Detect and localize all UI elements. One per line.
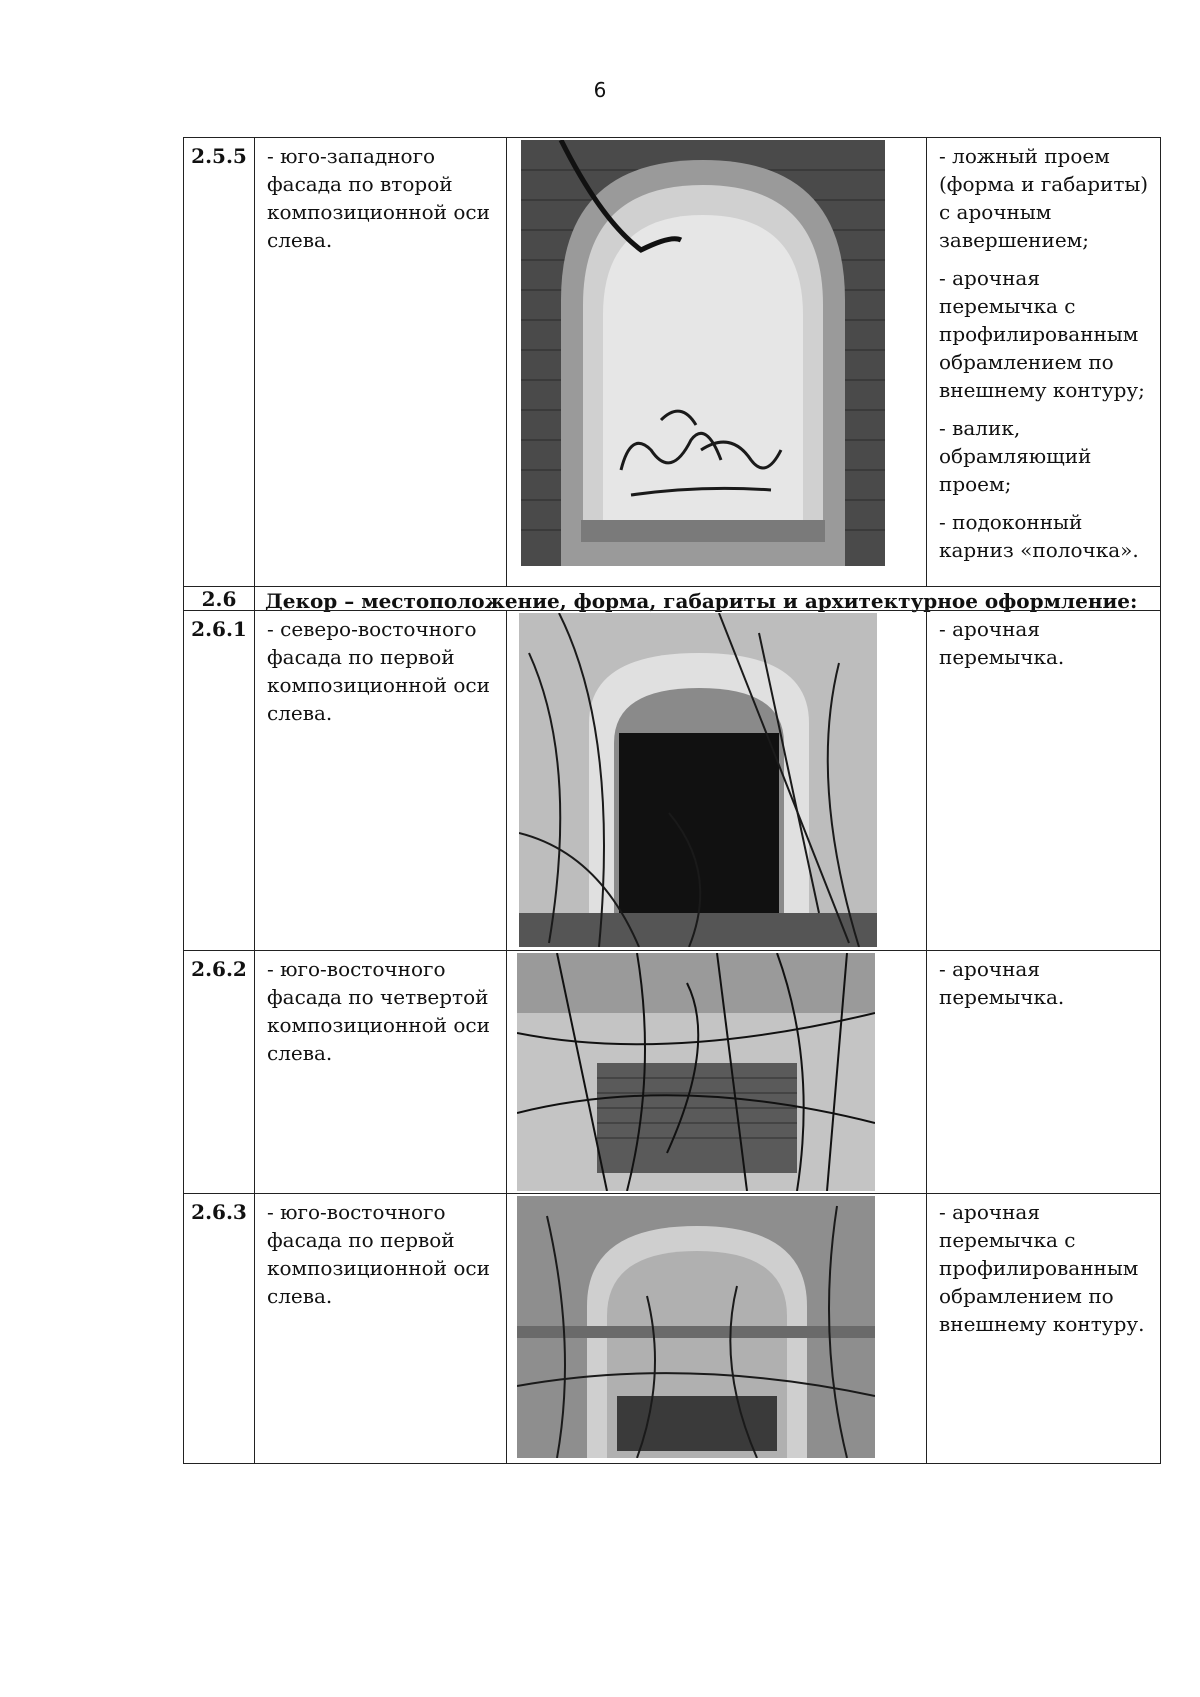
item: - подоконный карниз «полочка». — [939, 510, 1139, 562]
photo-window-dense-branches — [517, 953, 875, 1191]
row-number: 2.6.2 — [183, 951, 255, 1194]
section-title: Декор – местоположение, форма, габариты и архитектурное оформление: — [255, 587, 1161, 611]
table-row — [183, 610, 1161, 951]
row-number: 2.6.1 — [183, 611, 255, 951]
row-location: - юго-восточного фасада по четвертой композиционной оси слева. — [255, 951, 507, 1194]
row-items — [927, 951, 1161, 1194]
page-number: 6 — [593, 78, 607, 102]
row-photo-cell — [507, 138, 927, 587]
row-items — [927, 1194, 1161, 1464]
photo-arched-window-branches — [519, 613, 877, 947]
table-row — [183, 1193, 1161, 1464]
row-photo-cell — [507, 951, 927, 1194]
row-items — [927, 138, 1161, 587]
row-location: - юго-восточного фасада по первой композиционной оси слева. — [255, 1194, 507, 1464]
item: - валик, обрамляющий проем; — [939, 416, 1092, 496]
row-location: - юго-западного фасада по второй композиционной оси слева. — [255, 138, 507, 587]
row-number: 2.6.3 — [183, 1194, 255, 1464]
row-items — [927, 611, 1161, 951]
item: - арочная перемычка. — [939, 617, 1065, 669]
table-row — [183, 950, 1161, 1194]
item: - арочная перемычка с профилированным обрамлением по внешнему контуру. — [939, 1200, 1145, 1336]
section-row — [183, 586, 1161, 611]
section-number: 2.6 — [183, 587, 255, 611]
row-photo-cell — [507, 1194, 927, 1464]
item: - арочная перемычка с профилированным обрамлением по внешнему контуру; — [939, 266, 1145, 402]
table-bottom-border — [183, 1463, 1161, 1464]
row-location: - северо-восточного фасада по первой композиционной оси слева. — [255, 611, 507, 951]
item: - ложный проем (форма и габариты) с арочным завершением; — [939, 144, 1149, 252]
photo-arched-window-profiled-frame — [517, 1196, 875, 1458]
row-number: 2.5.5 — [183, 138, 255, 587]
photo-false-arched-opening — [521, 140, 885, 566]
row-photo-cell — [507, 611, 927, 951]
table-row — [183, 137, 1161, 587]
item: - арочная перемычка. — [939, 957, 1065, 1009]
